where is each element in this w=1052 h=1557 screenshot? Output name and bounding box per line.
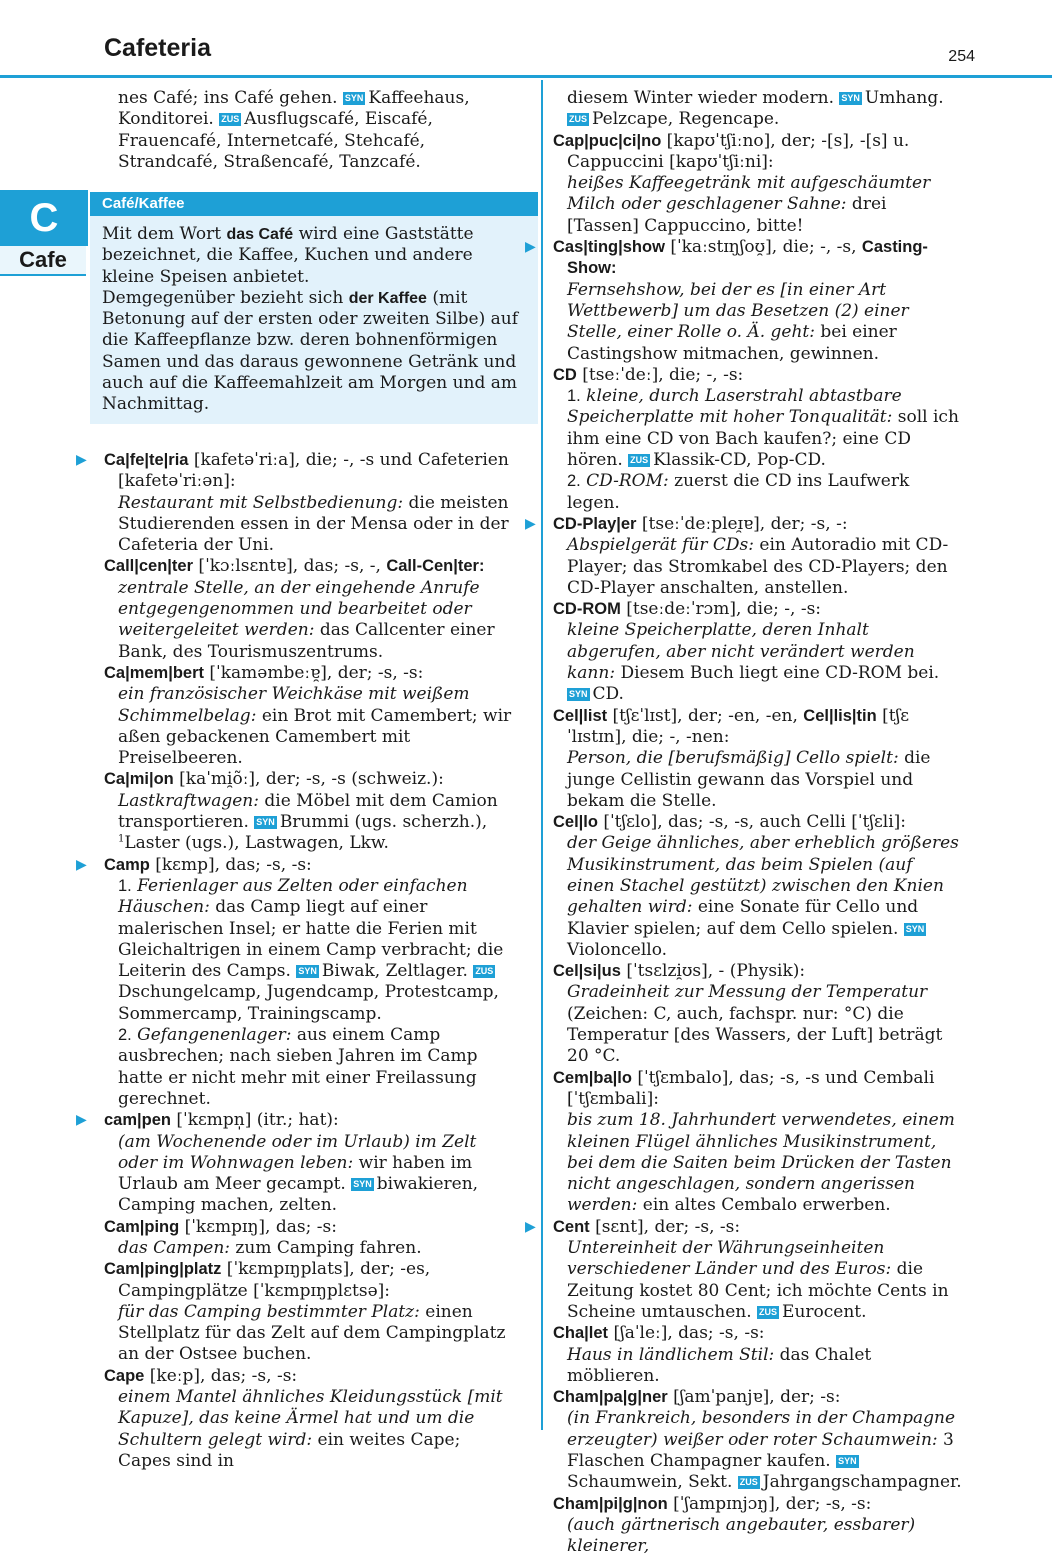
syn-badge: SYN <box>838 1456 857 1466</box>
entry-cello: Cel|lo [ˈtʃɛlo], das; -s, -s, auch Celli [ˈtʃɛli]: der Geige ähnliches, aber erheblich größeres Musikinstrument, das beim Spielen (auf einen Stachel gestützt) zwischen den Knien gehalten wird: eine Sonate für Cello und Klavier spielen; auf dem Cello spielen. SYNVioloncello. <box>553 812 959 960</box>
letter-tab: C <box>0 190 88 246</box>
syn-badge: SYN <box>569 689 588 700</box>
zus-badge: ZUS <box>475 966 494 977</box>
entry-cellist: Cel|list [tʃɛˈlɪst], der; -en, -en, Cel|lis|tin [tʃɛˈlɪstɪn], die; -, -nen: Person, die [berufsmäßig] Cello spielt: die junge Cellistin gewann das Vorspiel und bekam die Stelle. <box>553 705 931 811</box>
syn-badge: SYN <box>841 93 860 103</box>
entry-cafeteria: ▶ Ca|fe|te|ria [kafetəˈriːa], die; -, -s und Cafeterien [kafetəˈriːən]: Restaurant mit Selbstbedienung: die meisten Studierenden essen in der Mensa oder in der Cafeteria der Uni. <box>76 450 509 556</box>
entry-cent: ▶ Cent [sɛnt], der; -s, -s: Untereinheit der Währungseinheiten verschiedener Länder und des Euros: die Zeitung kostet 80 Cent; ich möchte Cents in Scheine umtauschen. ZUS Eurocent. <box>525 1216 949 1322</box>
entry-chalet: Cha|let [ʃaˈleː], das; -s, -s: Haus in ländlichem Stil: das Chalet möblieren. <box>553 1323 872 1386</box>
entry-campen: ▶ cam|pen [ˈkɛmpn̩] (itr.; hat): (am Wochenende oder im Urlaub) im Zelt oder im Wohnwagen leben: wir haben im Urlaub am Meer gecampt. SYN biwakieren, Camping machen, zelten. <box>76 1110 479 1216</box>
info-paragraph: Mit dem Wort das Café wird eine Gaststätte bezeichnet, die Kaffee, Kuchen und andere kleine Speisen anbietet. <box>102 224 474 287</box>
entry-cdrom: CD-ROM [tseːdeːˈrɔm], die; -, -s: kleine Speicherplatte, deren Inhalt abgerufen, aber nicht verändert werden kann: Diesem Buch liegt eine CD-ROM bei. SYN CD. <box>553 599 940 705</box>
entry-champagner: Cham|pa|g|ner [ʃamˈpanjɐ], der; -s: (in Frankreich, besonders in der Champagne erzeugter) weißer oder roter Schaumwein: 3 Flaschen Champagner kaufen. SYNSchaumwein, Sekt. ZUS Jahrgangschampagner. <box>553 1387 962 1493</box>
syn-badge: SYN <box>344 93 364 103</box>
thumb-index-word: Cafe <box>0 246 86 276</box>
entry-cdplayer: ▶ CD-Play|er [tseːˈdeːpleɪ̯ɐ], der; -s, -: Abspielgerät für CDs: ein Autoradio mit CD-Player; das Stromkabel des CD-Players; den CD-Player anschalten, anstellen. <box>525 513 949 598</box>
entry-celsius: Cel|si|us [ˈtsɛlzi̯ʊs], - (Physik): Gradeinheit zur Messung der Temperatur (Zeichen: C, auch, fachspr. nur: °C) die Temperatur [des Wassers, der Luft] beträgt 20 °C. <box>553 961 943 1067</box>
left-column-entries <box>76 450 516 1472</box>
entry-campingplatz: Cam|ping|platz [ˈkɛmpɪŋplats], der; -es, Campingplätze [ˈkɛmpɪŋplɛtsə]: für das Camping bestimmter Platz: einen Stellplatz für das Zelt auf dem Campingplatz an der Ostsee buchen. <box>104 1259 506 1365</box>
zus-badge: ZUS <box>221 114 240 125</box>
column-divider <box>541 80 543 1430</box>
zus-badge: ZUS <box>739 1477 758 1488</box>
entry-cembalo: Cem|ba|lo [ˈtʃɛmbalo], das; -s, -s und Cembali [ˈtʃɛmbali]: bis zum 18. Jahrhundert verwendetes, einem kleinen Flügel ähnliches Musikinstrument, bei dem die Saiten beim Drücken der Tasten nicht angeschlagen, sondern angerissen werden: ein altes Cembalo erwerben. <box>553 1067 955 1216</box>
entry-continuation: diesem Winter wieder modern. SYN Umhang. ZUS Pelzcape, Regencape. <box>567 88 944 130</box>
entry-callcenter: Call|cen|ter [ˈkɔːlsɛntɐ], das; -s, -, Call-Cen|ter: zentrale Stelle, an der eingehende Anrufe entgegengenommen und bearbeitet oder weitergeleitet werden: das Callcenter einer Bank, des Tourismuszentrums. <box>104 556 495 662</box>
info-box-body <box>90 216 538 424</box>
entry-camembert: Ca|mem|bert [ˈkaməmbeːɐ̯], der; -s, -s: ein französischer Weichkäse mit weißem Schimmelbelag: ein Brot mit Camembert; wir aßen gebackenen Camembert mit Preiselbeeren. <box>104 662 512 769</box>
info-paragraph: Demgegenüber bezieht sich der Kaffee (mit Betonung auf der ersten oder zweiten Silbe) auf die Kaffeepflanze bzw. deren bohnenförmigen Samen und das daraus gewonnene Getränk und auch auf die Kaffeemahlzeit am Morgen und am Nachmittag. <box>102 287 518 415</box>
page-number: 254 <box>948 48 975 65</box>
zus-badge: ZUS <box>630 455 649 466</box>
entry-camp: ▶ Camp [kɛmp], das; -s, -s: 1. Ferienlager aus Zelten oder einfachen Häuschen: das Camp liegt auf einer malerischen Insel; er hatte die Ferien mit Gleichaltrigen in einem Camp verbracht; die Leiterin des Camps. SYN Biwak, Zeltlager. ZUSDschungelcamp, Jugendcamp, Protestcamp, Sommercamp, Trainingscamp. 2. Gefangenenlager: aus einem Camp ausbrechen; nach sieben Jahren im Camp hatte er nicht mehr mit einer Freilassung gerechnet. <box>76 854 504 1109</box>
entry-cape: Cape [keːp], das; -s, -s: einem Mantel ähnliches Kleidungsstück [mit Kapuze], das keine Ärmel hat und um die Schultern gelegt wird: ein weites Cape; Capes sind in <box>104 1365 503 1471</box>
entry-camion: Ca|mi|on [kaˈmi̯õː], der; -s, -s (schweiz.): Lastkraftwagen: die Möbel mit dem Camion transportieren. SYN Brummi (ugs. scherzh.), $^1$Laster (ugs.), Lastwagen, Lkw. <box>104 769 498 854</box>
entry-cappuccino: Cap|puc|ci|no [kapʊˈtʃiːno], der; -[s], -[s] u. Cappuccini [kapʊˈtʃiːni]: heißes Kaffeegetränk mit aufgeschäumter Milch oder geschlagener Sahne: drei [Tassen] Cappuccino, bitte! <box>553 130 931 236</box>
entry-camping: Cam|ping [ˈkɛmpɪŋ], das; -s: das Campen: zum Camping fahren. <box>104 1216 422 1258</box>
right-column <box>525 88 963 1557</box>
zus-badge: ZUS <box>569 114 587 125</box>
entry-cd: CD [tseːˈdeː], die; -, -s: 1. kleine, durch Laserstrahl abtastbare Speicherplatte mit hoher Tonqualität: soll ich ihm eine CD von Bach kaufen?; eine CD hören. ZUS Klassik-CD, Pop-CD. 2. CD-ROM: zuerst die CD ins Laufwerk legen. <box>553 364 959 513</box>
page-title: Cafeteria <box>104 34 211 62</box>
header-rule <box>0 75 1052 78</box>
syn-badge: SYN <box>298 966 317 977</box>
entry-castingshow: Cas|ting|show [ˈkaːstɪŋʃoʊ̯], die; -, -s, Casting-Show: Fernsehshow, bei der es [in einer Art Wettbewerb] um das Besetzen (2) einer Stelle, einer Rolle o. Ä. geht: bei einer Castingshow mitmachen, gewinnen. <box>553 237 928 364</box>
entry-champignon: Cham|pi|g|non [ˈʃampɪnjɔŋ], der; -s, -s: (auch gärtnerisch angebauter, essbarer) kleinerer, <box>553 1493 916 1557</box>
zus-badge: ZUS <box>759 1306 778 1317</box>
syn-badge: SYN <box>256 817 275 828</box>
info-box-title: Café/Kaffee <box>90 192 538 216</box>
left-column <box>104 88 516 173</box>
info-box <box>90 192 538 424</box>
entry-continuation: nes Café; ins Café gehen. SYN Kaffeehaus, Konditorei. ZUS Ausflugscafé, Eiscafé, Frauencafé, Internetcafé, Stehcafé, Strandcafé, Straßencafé, Tanzcafé. <box>118 88 470 172</box>
syn-badge: SYN <box>905 923 925 934</box>
syn-badge: SYN <box>353 1179 372 1190</box>
